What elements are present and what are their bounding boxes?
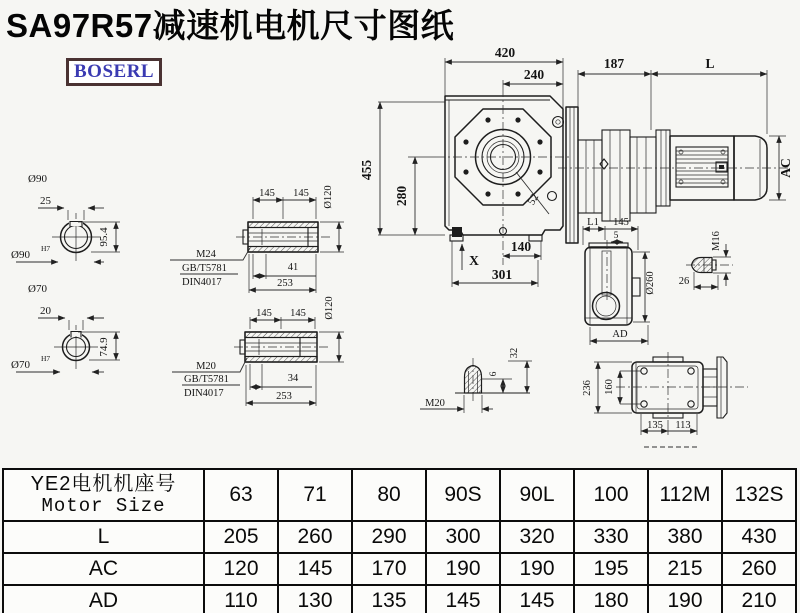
cell-ac-132s: 260 <box>722 553 796 585</box>
size-col-90s: 90S <box>426 469 500 521</box>
shaft-a-length-label: 253 <box>277 278 293 289</box>
tip-thread-label: M20 <box>425 398 445 409</box>
topview-160-label: 160 <box>604 379 615 395</box>
bore-90-fit-tolerance: H7 <box>41 244 51 253</box>
dim-motor-l-label: L <box>705 56 715 71</box>
shaft-b-seg2-label: 145 <box>290 308 306 319</box>
size-col-63: 63 <box>204 469 278 521</box>
bore-90-dia-label: Ø90 <box>28 173 47 185</box>
hollow-shaft-b-view <box>172 296 344 406</box>
size-col-132s: 132S <box>722 469 796 521</box>
side-offset-label: 5 <box>613 231 619 241</box>
side-145-label: 145 <box>613 217 629 228</box>
shaft-b-depth-label: 34 <box>287 373 299 384</box>
cell-ad-100: 180 <box>574 585 648 613</box>
cell-ac-90s: 190 <box>426 553 500 585</box>
shaft-a-seg1-label: 145 <box>259 188 275 199</box>
cell-l-80: 290 <box>352 521 426 553</box>
shaft-a-std-din-label: DIN4017 <box>182 277 222 288</box>
cell-ad-112m: 190 <box>648 585 722 613</box>
gearbox-side-view <box>583 217 656 345</box>
cell-l-63: 205 <box>204 521 278 553</box>
plug-thread-label: M16 <box>711 231 722 251</box>
cell-l-100: 330 <box>574 521 648 553</box>
topview-236-label: 236 <box>582 380 593 396</box>
dim-240-label: 240 <box>523 67 545 82</box>
shaft-a-seg2-label: 145 <box>293 188 309 199</box>
page-title: SA97R57减速机电机尺寸图纸 <box>6 7 455 44</box>
bore-90-keyheight-label: 95.4 <box>98 227 110 247</box>
shaft-b-seg1-label: 145 <box>256 308 272 319</box>
dim-455-label: 455 <box>359 159 374 181</box>
dim-52-label: 52 <box>525 191 542 208</box>
size-col-80: 80 <box>352 469 426 521</box>
cell-l-132s: 430 <box>722 521 796 553</box>
bore-70-keywidth-label: 20 <box>40 305 51 317</box>
cell-ac-100: 195 <box>574 553 648 585</box>
cell-ad-132s: 210 <box>722 585 796 613</box>
bore-70-keyheight-label: 74.9 <box>98 337 110 357</box>
cell-l-71: 260 <box>278 521 352 553</box>
header-cn: YE2电机机座号 <box>30 472 177 495</box>
gearbox-top-view <box>582 352 748 447</box>
table-header-row <box>3 469 796 521</box>
cell-ac-90l: 190 <box>500 553 574 585</box>
bore-90-fit-label: Ø90 <box>11 249 30 261</box>
shaft-a-thread-label: M24 <box>196 249 216 260</box>
header-en: Motor Size <box>41 494 166 517</box>
row-label-l: L <box>3 521 204 553</box>
plug-length-label: 26 <box>678 276 690 287</box>
table-row-ad <box>3 585 796 613</box>
cell-ad-90l: 145 <box>500 585 574 613</box>
row-label-ad: AD <box>3 585 204 613</box>
tip-height-label: 32 <box>509 347 520 359</box>
bore-70-dia-label: Ø70 <box>28 283 47 295</box>
tip-step-label: 6 <box>489 371 499 377</box>
shaft-a-depth-label: 41 <box>287 262 299 273</box>
bore-90-keywidth-label: 25 <box>40 195 51 207</box>
foot-x-label: X <box>469 253 479 268</box>
hollow-shaft-a-view <box>170 185 344 293</box>
size-col-90l: 90L <box>500 469 574 521</box>
cell-ac-80: 170 <box>352 553 426 585</box>
side-l1-label: L1 <box>587 217 599 228</box>
table-row-l <box>3 521 796 553</box>
dim-ac-label: AC <box>778 158 793 178</box>
dim-301-label: 301 <box>491 267 513 282</box>
shaft-b-thread-label: M20 <box>196 361 216 372</box>
dim-187-label: 187 <box>603 56 625 71</box>
bore-90-view <box>11 173 120 262</box>
shaft-a-std-gb-label: GB/T5781 <box>182 263 227 274</box>
cell-ad-90s: 145 <box>426 585 500 613</box>
cell-ac-112m: 215 <box>648 553 722 585</box>
motor-size-table <box>2 468 797 613</box>
side-ad-label: AD <box>612 329 628 340</box>
row-label-ac: AC <box>3 553 204 585</box>
motor-size-header-cell <box>3 469 204 521</box>
bore-70-fit-label: Ø70 <box>11 359 30 371</box>
dim-420-label: 420 <box>494 45 516 60</box>
cell-l-90l: 320 <box>500 521 574 553</box>
shaft-b-dia-label: Ø120 <box>324 296 335 320</box>
bore-70-fit-tolerance: H7 <box>41 354 51 363</box>
boserl-logo-text: BOSERL <box>74 61 155 82</box>
cell-ac-63: 120 <box>204 553 278 585</box>
cell-ad-63: 110 <box>204 585 278 613</box>
cell-ad-80: 135 <box>352 585 426 613</box>
shaft-b-std-din-label: DIN4017 <box>184 388 224 399</box>
shaft-b-std-gb-label: GB/T5781 <box>184 374 229 385</box>
m16-plug-detail <box>679 231 733 290</box>
cell-ad-71: 130 <box>278 585 352 613</box>
bore-70-view <box>11 283 120 372</box>
front-view-dimensions <box>359 45 563 287</box>
m20-tip-detail <box>420 348 532 413</box>
topview-113-label: 113 <box>675 420 691 431</box>
table-row-ac <box>3 553 796 585</box>
motor-assembly-view <box>558 56 793 243</box>
size-col-112m: 112M <box>648 469 722 521</box>
gearbox-front-view <box>436 88 572 265</box>
shaft-b-length-label: 253 <box>276 391 292 402</box>
dim-140-label: 140 <box>510 239 532 254</box>
topview-135-label: 135 <box>647 420 663 431</box>
cell-ac-71: 145 <box>278 553 352 585</box>
cell-l-90s: 300 <box>426 521 500 553</box>
dim-280-label: 280 <box>394 185 409 207</box>
size-col-71: 71 <box>278 469 352 521</box>
side-dia-260-label: Ø260 <box>645 271 656 295</box>
shaft-a-dia-label: Ø120 <box>323 185 334 209</box>
cell-l-112m: 380 <box>648 521 722 553</box>
size-col-100: 100 <box>574 469 648 521</box>
